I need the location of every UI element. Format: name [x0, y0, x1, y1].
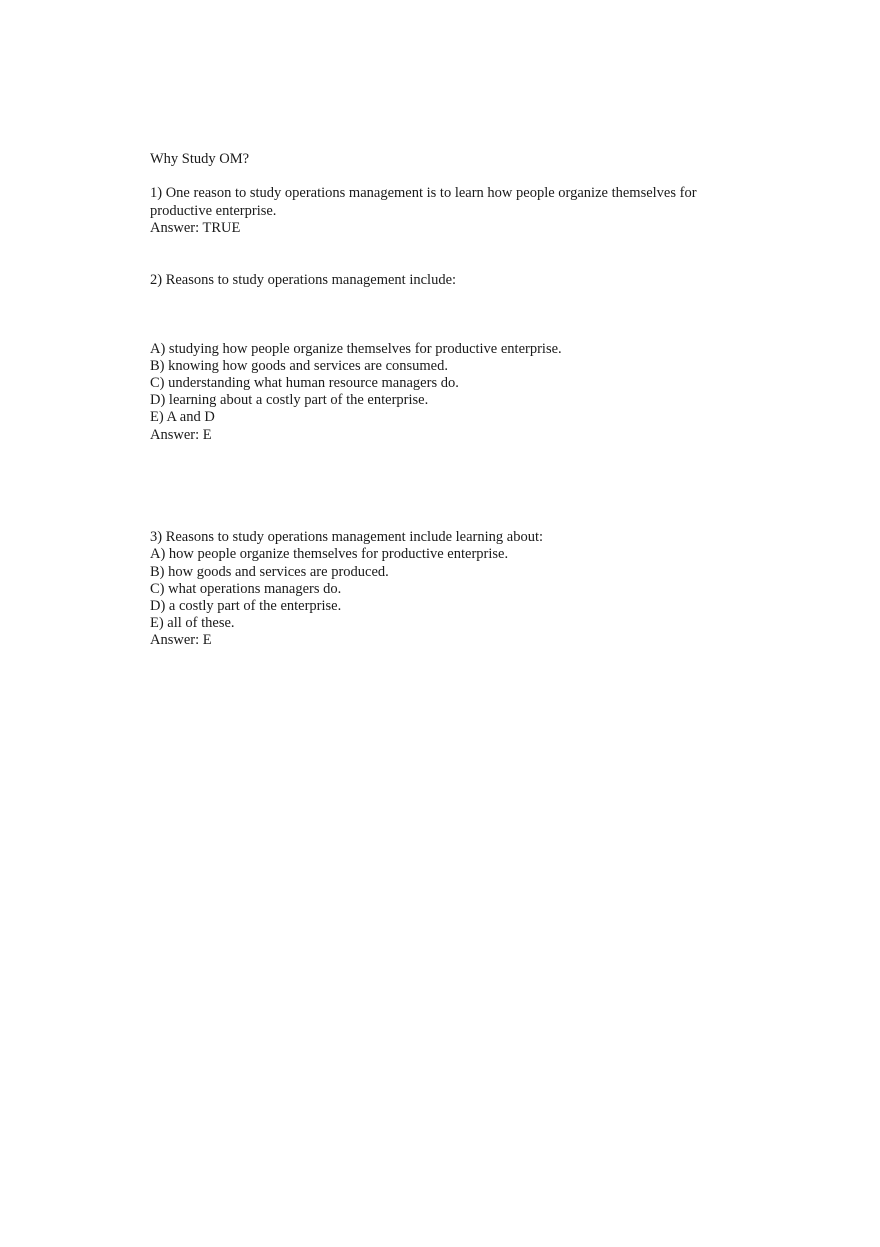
- answer-line: Answer: E: [150, 632, 212, 648]
- question-text: 3) Reasons to study operations management include learning about:: [150, 529, 544, 545]
- option-e: E) A and D: [150, 409, 215, 425]
- option-d: D) a costly part of the enterprise.: [150, 598, 342, 614]
- option-d: D) learning about a costly part of the enterprise.: [150, 392, 429, 408]
- question-text: 1) One reason to study operations management is to learn how people organize themselves for: [150, 185, 697, 201]
- option-c: C) what operations managers do.: [150, 581, 342, 597]
- page-title: Why Study OM?: [150, 151, 250, 167]
- answer-line: Answer: E: [150, 427, 212, 443]
- question-text: productive enterprise.: [150, 203, 277, 219]
- question-text: 2) Reasons to study operations management include:: [150, 272, 457, 288]
- option-c: C) understanding what human resource managers do.: [150, 375, 459, 391]
- option-a: A) studying how people organize themselves for productive enterprise.: [150, 341, 562, 357]
- option-b: B) how goods and services are produced.: [150, 564, 389, 580]
- option-b: B) knowing how goods and services are consumed.: [150, 358, 448, 374]
- option-a: A) how people organize themselves for productive enterprise.: [150, 546, 509, 562]
- option-e: E) all of these.: [150, 615, 235, 631]
- answer-line: Answer: TRUE: [150, 220, 241, 236]
